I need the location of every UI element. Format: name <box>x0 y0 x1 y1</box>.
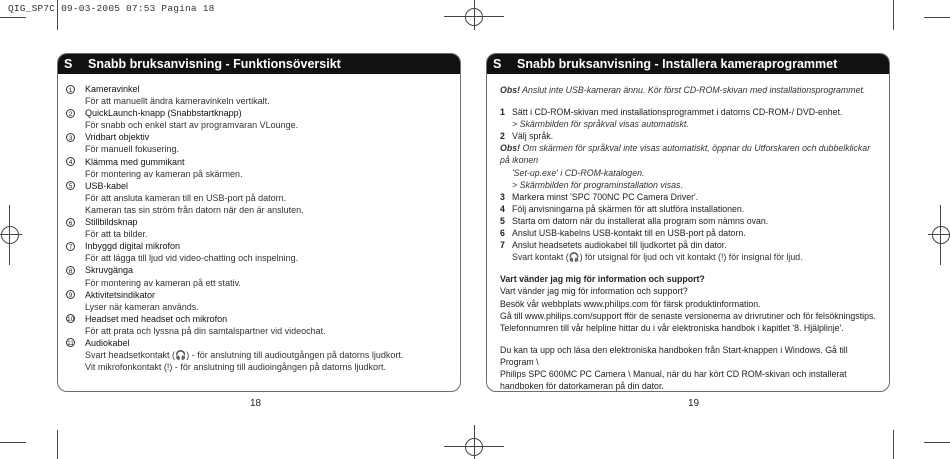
item-title: Kameravinkel <box>85 84 140 94</box>
item-description: För montering av kameran på skärmen. <box>85 168 243 179</box>
language-code: S <box>493 57 502 71</box>
item-description: För snabb och enkel start av programvaran VLounge. <box>85 120 299 131</box>
item-description: Kameran tas sin ström från datorn när den är ansluten. <box>85 204 304 215</box>
page-title: Snabb bruksanvisning - Funktionsöversikt <box>88 57 341 71</box>
feature-item <box>66 313 460 337</box>
item-description: För att prata och lyssna på din samtalspartner vid videochat. <box>85 325 326 336</box>
note: Obs! Om skärmen för språkval inte visas automatiskt, öppnar du Utforskaren och dubbelklickar på ikonen <box>500 143 871 166</box>
page-number-right: 19 <box>688 398 700 409</box>
item-number-circle: 11 <box>67 340 74 348</box>
item-number-circle: 8 <box>66 266 75 275</box>
item-title: Aktivitetsindikator <box>85 289 156 300</box>
left-page-header <box>58 54 460 74</box>
item-number-circle: 3 <box>66 133 75 142</box>
text-line: Philips SPC 600MC PC Camera \ Manual, när du har kört CD ROM-skivan och installerat <box>500 368 847 379</box>
crop-mark <box>893 0 894 30</box>
item-description: Lyser när kameran används. <box>85 301 199 312</box>
feature-item <box>66 107 460 131</box>
install-step: 1 Sätt i CD-ROM-skivan med installationsprogrammet i datorns CD-ROM-/ DVD-enhet. <box>500 107 843 118</box>
item-description: För montering av kameran på ett stativ. <box>85 277 241 288</box>
install-step: 6 Anslut USB-kabelns USB-kontakt till en USB-port på datorn. <box>500 228 746 239</box>
item-description: Vit mikrofonkontakt (!) - för anslutning till audioingången på datorns ljudkort. <box>85 362 386 373</box>
language-code: S <box>64 57 73 71</box>
right-page-header <box>487 54 889 74</box>
item-number-circle: 10 <box>67 316 75 324</box>
item-title: Inbyggd digital mikrofon <box>85 241 181 252</box>
step-result: > Skärmbilden för programinstallation visas. <box>512 179 683 190</box>
feature-item <box>66 216 460 240</box>
crop-mark <box>924 442 950 443</box>
crop-mark <box>924 17 950 18</box>
item-title: Audiokabel <box>85 337 130 348</box>
install-step: 2 Välj språk. <box>500 131 554 142</box>
registration-mark <box>932 226 950 244</box>
feature-item <box>66 337 460 373</box>
item-description: Svart headsetkontakt (🎧) - för anslutning till audioutgången på datorns ljudkort. <box>85 350 404 361</box>
install-instructions <box>487 74 889 392</box>
feature-item <box>66 289 460 313</box>
section-heading: Vart vänder jag mig för information och support? <box>500 274 705 285</box>
item-description: För att manuellt ändra kameravinkeln vertikalt. <box>85 96 270 107</box>
manual-info <box>500 344 879 392</box>
step-detail: Svart kontakt (🎧) för utsignal för ljud och vit kontakt (!) för insignal för ljud. <box>512 252 803 263</box>
registration-mark <box>465 438 483 456</box>
install-step: 5 Starta om datorn när du installerat alla program som nämns ovan. <box>500 215 769 226</box>
text-line: Besök vår webbplats www.philips.com för färsk produktinformation. <box>500 298 761 309</box>
item-number-circle: 5 <box>66 181 75 190</box>
item-title: QuickLaunch-knapp (Snabbstartknapp) <box>85 108 242 119</box>
text-line: Vart vänder jag mig för information och support? <box>500 286 688 297</box>
item-number-circle: 7 <box>66 242 75 251</box>
item-number-circle: 6 <box>66 218 75 227</box>
crop-mark <box>0 442 26 443</box>
text-line: Gå till www.philips.com/support fför de senaste versionerna av drivrutiner och för felsökningstips. <box>500 310 876 321</box>
feature-item <box>66 180 460 216</box>
crop-mark <box>57 0 58 30</box>
item-description: För att lägga till ljud vid video-chatting och inspelning. <box>85 253 299 264</box>
note: Obs! Anslut inte USB-kameran ännu. Kör först CD-ROM-skivan med installationsprogrammet. <box>500 85 866 95</box>
support-info <box>500 285 879 333</box>
feature-item <box>66 131 460 155</box>
item-description: För manuell fokusering. <box>85 144 180 155</box>
item-number-circle: 4 <box>66 157 75 166</box>
feature-list <box>58 74 460 373</box>
text-line: handboken för datorkameran på din dator. <box>500 381 664 392</box>
feature-item <box>66 83 460 107</box>
feature-item <box>66 240 460 264</box>
feature-item <box>66 264 460 288</box>
install-step: 3 Markera minst 'SPC 700NC PC Camera Driver'. <box>500 191 699 202</box>
print-job-header: QIG_SP7C 09-03-2005 07:53 Pagina 18 <box>8 3 215 14</box>
page-title: Snabb bruksanvisning - Installera kameraprogrammet <box>517 57 838 71</box>
item-number-circle: 1 <box>66 85 75 94</box>
item-number-circle: 2 <box>66 109 75 118</box>
registration-mark <box>1 226 19 244</box>
right-page <box>486 53 890 392</box>
crop-mark <box>57 430 58 459</box>
text-line: Telefonnumren till vår helpline hittar du i vår elektroniska handbok i kapitlet '8. Hjälplinje'. <box>500 322 844 333</box>
step-result: > Skärmbilden för språkval visas automatiskt. <box>512 119 689 130</box>
crop-mark <box>893 430 894 459</box>
item-title: Headset med headset och mikrofon <box>85 313 228 324</box>
item-number-circle: 9 <box>66 290 75 299</box>
note-continued: 'Set-up.exe' i CD-ROM-katalogen. <box>512 167 645 178</box>
item-title: Stillbildsknap <box>85 217 138 228</box>
page-number-left: 18 <box>250 398 262 409</box>
item-title: Klämma med gummikant <box>85 156 185 167</box>
text-line: Du kan ta upp och läsa den elektroniska handboken från Start-knappen i Windows. Gå till Program \ <box>500 344 848 367</box>
registration-mark <box>465 8 483 26</box>
item-description: För att ansluta kameran till en USB-port på datorn. <box>85 192 287 203</box>
item-title: Skruvgänga <box>85 265 134 276</box>
install-step: 7 Anslut headsetets audiokabel till ljudkortet på din dator. <box>500 240 727 251</box>
item-title: Vridbart objektiv <box>85 132 150 143</box>
crop-mark <box>0 17 26 18</box>
item-title: USB-kabel <box>85 180 129 191</box>
item-description: För att ta bilder. <box>85 229 148 240</box>
left-page <box>57 53 461 392</box>
install-step: 4 Följ anvisningarna på skärmen för att slutföra installationen. <box>500 203 745 214</box>
feature-item <box>66 156 460 180</box>
